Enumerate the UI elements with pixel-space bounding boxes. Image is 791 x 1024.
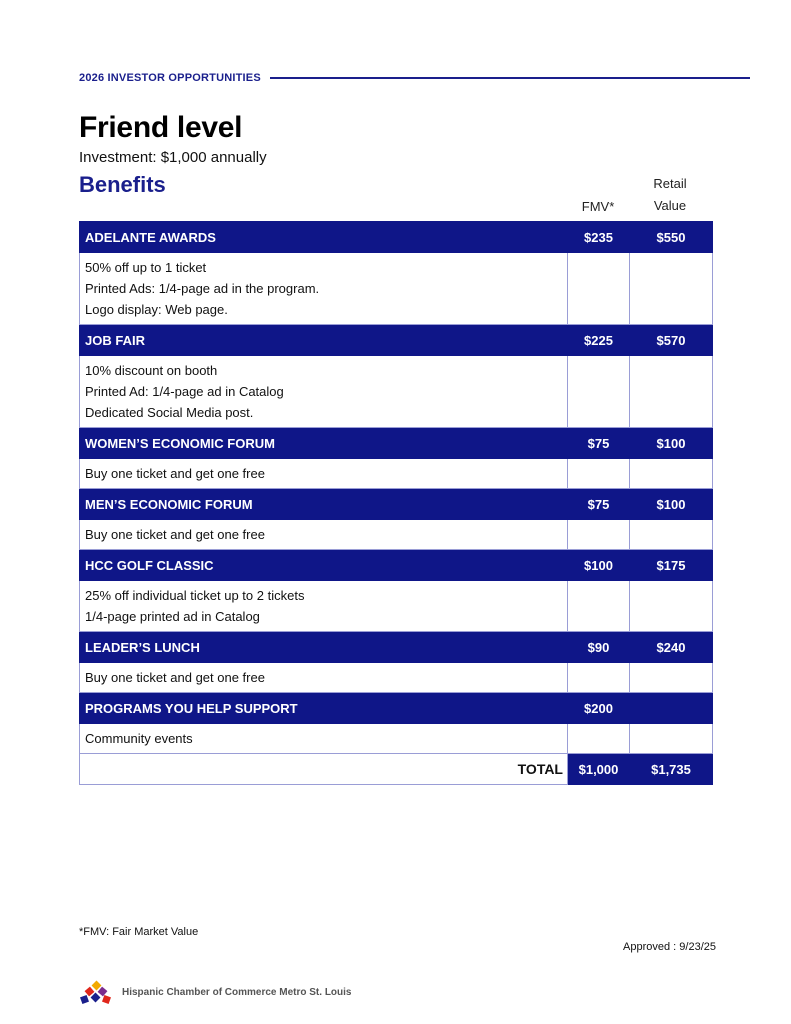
category-row (80, 550, 713, 581)
category-name: MEN’S ECONOMIC FORUM (80, 489, 568, 520)
benefit-line: Buy one ticket and get one free (85, 670, 265, 685)
retail-column-header (629, 173, 711, 217)
page-title: Friend level (79, 111, 243, 144)
category-name: PROGRAMS YOU HELP SUPPORT (80, 693, 568, 724)
category-retail: $570 (630, 325, 713, 356)
category-name: WOMEN’S ECONOMIC FORUM (80, 428, 568, 459)
detail-retail-cell (630, 356, 713, 428)
detail-retail-cell (630, 253, 713, 325)
category-retail: $100 (630, 489, 713, 520)
category-fmv: $225 (568, 325, 630, 356)
category-retail (630, 693, 713, 724)
benefit-line: Buy one ticket and get one free (85, 466, 265, 481)
benefit-line: Printed Ad: 1/4-page ad in Catalog (85, 384, 284, 399)
category-row (80, 325, 713, 356)
benefit-line: 1/4-page printed ad in Catalog (85, 609, 260, 624)
category-name: HCC GOLF CLASSIC (80, 550, 568, 581)
page-header (79, 70, 750, 86)
benefit-line: 25% off individual ticket up to 2 tickets (85, 588, 305, 603)
benefit-line: Community events (85, 731, 193, 746)
footnote: *FMV: Fair Market Value (79, 926, 199, 938)
detail-retail-cell (630, 581, 713, 632)
header-label: 2026 INVESTOR OPPORTUNITIES (79, 72, 261, 84)
total-fmv: $1,000 (568, 754, 630, 785)
benefit-line: 10% discount on booth (85, 363, 218, 378)
detail-fmv-cell (568, 663, 630, 693)
retail-header-line1: Retail (653, 176, 687, 191)
detail-row (80, 459, 713, 489)
benefit-details (80, 520, 568, 550)
category-row (80, 222, 713, 253)
detail-fmv-cell (568, 724, 630, 754)
benefit-line: 50% off up to 1 ticket (85, 260, 207, 275)
category-fmv: $200 (568, 693, 630, 724)
retail-header-line2: Value (653, 198, 687, 213)
investment-amount: Investment: $1,000 annually (79, 149, 267, 166)
benefit-line: Dedicated Social Media post. (85, 405, 254, 420)
category-name: LEADER’S LUNCH (80, 632, 568, 663)
category-retail: $100 (630, 428, 713, 459)
benefit-details (80, 724, 568, 754)
detail-fmv-cell (568, 356, 630, 428)
detail-retail-cell (630, 459, 713, 489)
detail-row (80, 724, 713, 754)
category-row (80, 428, 713, 459)
detail-row (80, 581, 713, 632)
category-fmv: $90 (568, 632, 630, 663)
footer-org-name: Hispanic Chamber of Commerce Metro St. Louis (122, 986, 352, 998)
detail-fmv-cell (568, 459, 630, 489)
benefit-line: Buy one ticket and get one free (85, 527, 265, 542)
section-title: Benefits (79, 172, 166, 197)
detail-fmv-cell (568, 253, 630, 325)
detail-row (80, 253, 713, 325)
header-rule (270, 77, 750, 79)
detail-retail-cell (630, 663, 713, 693)
benefit-details (80, 253, 568, 325)
category-name: JOB FAIR (80, 325, 568, 356)
category-fmv: $100 (568, 550, 630, 581)
detail-row (80, 663, 713, 693)
total-row (80, 754, 713, 785)
category-row (80, 632, 713, 663)
category-retail: $175 (630, 550, 713, 581)
category-row (80, 693, 713, 724)
category-name: ADELANTE AWARDS (80, 222, 568, 253)
detail-row (80, 520, 713, 550)
detail-retail-cell (630, 520, 713, 550)
benefit-line: Printed Ads: 1/4-page ad in the program. (85, 281, 320, 296)
total-label: TOTAL (80, 754, 568, 785)
benefit-details (80, 581, 568, 632)
category-row (80, 489, 713, 520)
detail-fmv-cell (568, 581, 630, 632)
benefits-table (79, 221, 713, 785)
fmv-column-header: FMV* (581, 199, 615, 214)
category-retail: $550 (630, 222, 713, 253)
category-retail: $240 (630, 632, 713, 663)
detail-retail-cell (630, 724, 713, 754)
total-retail: $1,735 (630, 754, 713, 785)
category-fmv: $235 (568, 222, 630, 253)
hcc-logo-icon (79, 979, 112, 1005)
approved-date: Approved : 9/23/25 (623, 941, 716, 953)
benefit-details (80, 663, 568, 693)
footer (79, 979, 352, 1005)
category-fmv: $75 (568, 428, 630, 459)
detail-row (80, 356, 713, 428)
benefit-line: Logo display: Web page. (85, 302, 228, 317)
detail-fmv-cell (568, 520, 630, 550)
category-fmv: $75 (568, 489, 630, 520)
benefit-details (80, 356, 568, 428)
benefit-details (80, 459, 568, 489)
